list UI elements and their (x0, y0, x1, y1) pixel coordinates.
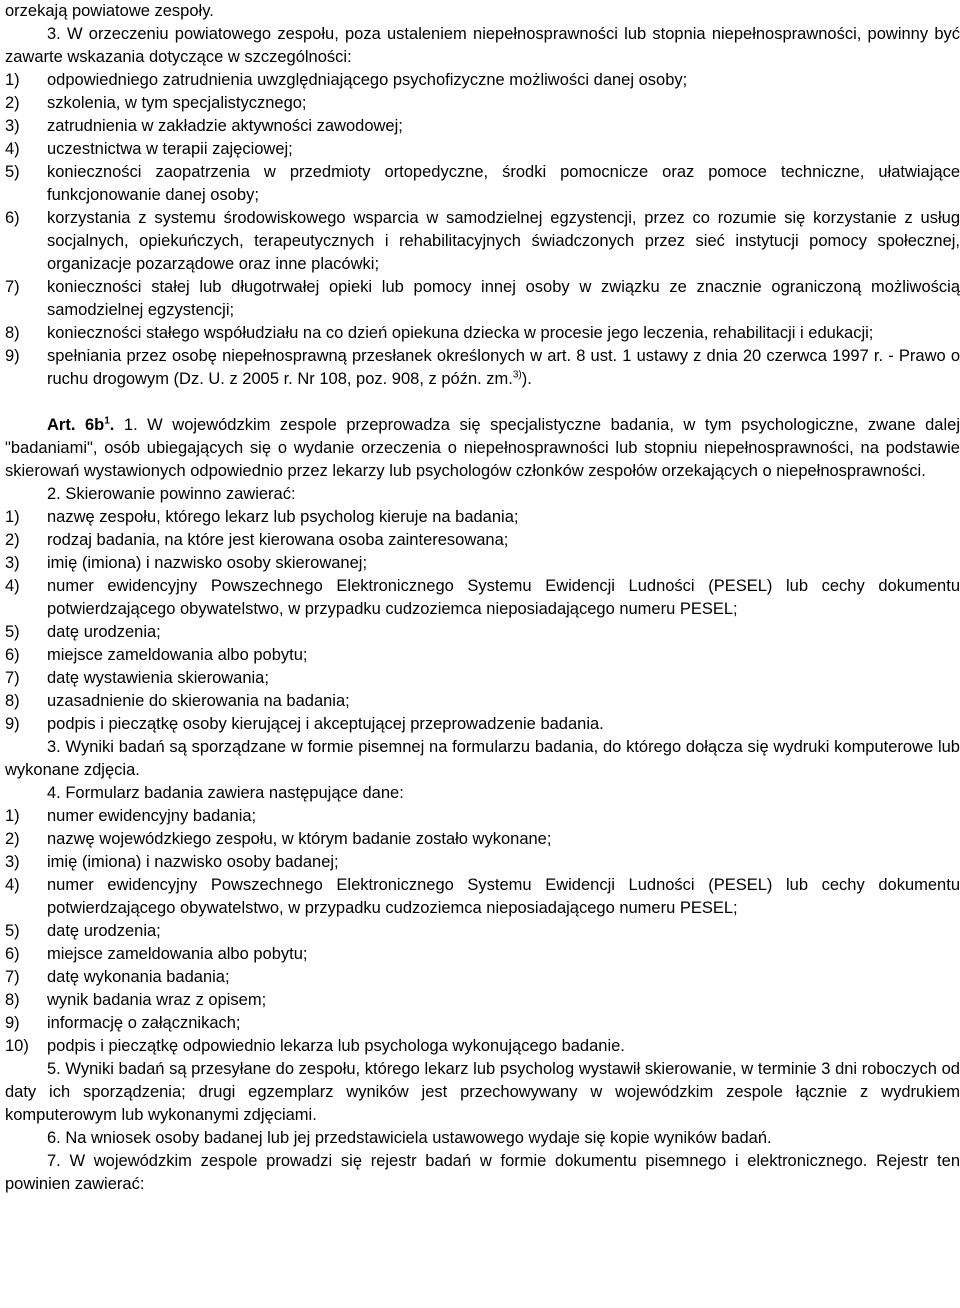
list-item-text (47, 1012, 960, 1035)
list-item-number: 2) (5, 830, 20, 848)
list-item-number: 2) (5, 531, 20, 549)
list-item-text-body: konieczności zaopatrzenia w przedmioty ortopedyczne, środki pomocnicze oraz pomoce techniczne, ułatwiające funkcjonowanie danej osoby; (47, 163, 960, 204)
list-item-number: 4) (5, 140, 20, 158)
list-item-number: 10) (5, 1037, 29, 1055)
list-item-text-body: korzystania z systemu środowiskowego wsparcia w samodzielnej egzystencji, przez co rozumie się korzystanie z usług socjalnych, opiekuńczych, terapeutycznych i rehabilitacyjnych świadczonych przez sieć instytucji pomocy społecznej, organizacje pozarządowe oraz inne placówki; (47, 209, 960, 273)
list-item-text-body: spełniania przez osobę niepełnosprawną przesłanek określonych w art. 8 ust. 1 ustawy z dnia 20 czerwca 1997 r. - Prawo o ruchu drogowym (Dz. U. z 2005 r. Nr 108, poz. 908, z późn. zm. (47, 347, 960, 388)
list-item-text (47, 529, 960, 552)
list-item-text (47, 345, 960, 391)
list-item-text (47, 851, 960, 874)
list-item-number: 9) (5, 347, 20, 365)
list-item-text-body: szkolenia, w tym specjalistycznego; (47, 94, 307, 112)
list-item-text-body: podpis i pieczątkę osoby kierującej i akceptującej przeprowadzenie badania. (47, 715, 604, 733)
list-item-text-body: odpowiedniego zatrudnienia uwzględniającego psychofizyczne możliwości danej osoby; (47, 71, 688, 89)
list-item-text (47, 621, 960, 644)
list-item-text (47, 322, 960, 345)
list-item-text-body: konieczności stałego współudziału na co dzień opiekuna dziecka w procesie jego leczenia, rehabilitacji i edukacji; (47, 324, 874, 342)
list-item (5, 138, 960, 161)
list-item (5, 506, 960, 529)
list-item-text (47, 874, 960, 920)
list-item-number: 5) (5, 922, 20, 940)
list-item (5, 115, 960, 138)
list-item (5, 851, 960, 874)
list-item-number: 8) (5, 991, 20, 1009)
list-item (5, 644, 960, 667)
list-item-text (47, 161, 960, 207)
list-item-text-body: podpis i pieczątkę odpowiednio lekarza lub psychologa wykonującego badanie. (47, 1037, 625, 1055)
list-item (5, 92, 960, 115)
list-item (5, 276, 960, 322)
list-item-text (47, 92, 960, 115)
list-item-text-body: datę urodzenia; (47, 623, 161, 641)
list-item-text (47, 207, 960, 276)
paragraph-2-intro: 2. Skierowanie powinno zawierać: (47, 485, 296, 503)
footnote-reference: 3) (512, 369, 522, 381)
list-item-text-body: konieczności stałej lub długotrwałej opieki lub pomocy innej osoby w związku ze znacznie ograniczoną możliwością samodzielnej egzystencji; (47, 278, 960, 319)
list-item-number: 9) (5, 715, 20, 733)
list-item-number: 1) (5, 71, 20, 89)
list-item-number: 6) (5, 209, 20, 227)
list-item (5, 621, 960, 644)
list-item-number: 7) (5, 669, 20, 687)
list-item-number: 8) (5, 692, 20, 710)
list-item-text (47, 828, 960, 851)
paragraph-3-wyniki: 3. Wyniki badań są sporządzane w formie pisemnej na formularzu badania, do którego dołącza się wydruki komputerowe lub wykonane zdjęcia. (5, 738, 960, 779)
list-item-text-body: numer ewidencyjny Powszechnego Elektronicznego Systemu Ewidencji Ludności (PESEL) lub cechy dokumentu potwierdzającego obywatelstwo, w przypadku cudzoziemca nieposiadającego numeru PESEL; (47, 876, 960, 917)
list-item (5, 713, 960, 736)
list-item-text-body: wynik badania wraz z opisem; (47, 991, 267, 1009)
list-item (5, 69, 960, 92)
list-item-text (47, 667, 960, 690)
list-item-text-body: uczestnictwa w terapii zajęciowej; (47, 140, 293, 158)
list-item (5, 943, 960, 966)
list-item (5, 161, 960, 207)
list-item (5, 575, 960, 621)
article-label: Art. $6b^1$. (47, 415, 115, 434)
list-item-number: 6) (5, 945, 20, 963)
list-item-text-body: zatrudnienia w zakładzie aktywności zawodowej; (47, 117, 403, 135)
list-item (5, 1035, 960, 1058)
list-skierowanie (5, 506, 960, 736)
list-item-text-body: nazwę zespołu, którego lekarz lub psycholog kieruje na badania; (47, 508, 519, 526)
paragraph-4-intro: 4. Formularz badania zawiera następujące dane: (47, 784, 404, 802)
list-item-text-body: datę wystawienia skierowania; (47, 669, 269, 687)
list-item-text (47, 713, 960, 736)
list-item (5, 690, 960, 713)
list-item-number: 4) (5, 577, 20, 595)
list-orzeczenie (5, 69, 960, 391)
list-item (5, 920, 960, 943)
list-formularz (5, 805, 960, 1058)
paragraph-5: 5. Wyniki badań są przesyłane do zespołu, którego lekarz lub psycholog wystawił skierowanie, w terminie 3 dni roboczych od daty ich sporządzenia; drugi egzemplarz wyników jest przechowywany w wojewódzkim zespole łącznie z wydrukiem komputerowym lub wykonanymi zdjęciami. (5, 1060, 960, 1124)
list-item-number: 7) (5, 278, 20, 296)
list-item (5, 667, 960, 690)
list-item-text (47, 989, 960, 1012)
list-item-text-body: numer ewidencyjny badania; (47, 807, 257, 825)
list-item-text (47, 966, 960, 989)
list-item-text (47, 138, 960, 161)
list-item-text (47, 115, 960, 138)
list-item-text-body: datę urodzenia; (47, 922, 161, 940)
list-item-text (47, 644, 960, 667)
list-item-text (47, 1035, 960, 1058)
list-item-text-body: miejsce zameldowania albo pobytu; (47, 945, 308, 963)
paragraph-6: 6. Na wniosek osoby badanej lub jej przedstawiciela ustawowego wydaje się kopie wyników badań. (47, 1129, 772, 1147)
list-item-number: 4) (5, 876, 20, 894)
list-item (5, 966, 960, 989)
list-item-number: 8) (5, 324, 20, 342)
list-item-number: 9) (5, 1014, 20, 1032)
paragraph-7: 7. W wojewódzkim zespole prowadzi się rejestr badań w formie dokumentu pisemnego i elektronicznego. Rejestr ten powinien zawierać: (5, 1152, 960, 1193)
list-item (5, 874, 960, 920)
list-item-text (47, 575, 960, 621)
list-item-text (47, 69, 960, 92)
list-item-text-body: datę wykonania badania; (47, 968, 230, 986)
list-item-text-body: miejsce zameldowania albo pobytu; (47, 646, 308, 664)
top-line: orzekają powiatowe zespoły. (5, 2, 214, 20)
list-item (5, 207, 960, 276)
list-item (5, 805, 960, 828)
list-item (5, 345, 960, 391)
list-item (5, 989, 960, 1012)
list-item-text (47, 552, 960, 575)
list-item-number: 6) (5, 646, 20, 664)
list-item-number: 7) (5, 968, 20, 986)
list-item-text-body: rodzaj badania, na które jest kierowana osoba zainteresowana; (47, 531, 509, 549)
list-item-text (47, 276, 960, 322)
list-item-text-body: numer ewidencyjny Powszechnego Elektronicznego Systemu Ewidencji Ludności (PESEL) lub cechy dokumentu potwierdzającego obywatelstwo, w przypadku cudzoziemca nieposiadającego numeru PESEL; (47, 577, 960, 618)
list-item (5, 529, 960, 552)
paragraph-3-intro: 3. W orzeczeniu powiatowego zespołu, poza ustaleniem niepełnosprawności lub stopnia niepełnosprawności, powinny być zawarte wskazania dotyczące w szczególności: (5, 25, 960, 66)
list-item-number: 1) (5, 508, 20, 526)
item-tail: ). (521, 370, 532, 388)
list-item-text-body: informację o załącznikach; (47, 1014, 241, 1032)
list-item-text (47, 690, 960, 713)
list-item-text-body: imię (imiona) i nazwisko osoby badanej; (47, 853, 339, 871)
list-item-text (47, 506, 960, 529)
list-item (5, 1012, 960, 1035)
list-item (5, 828, 960, 851)
list-item-text-body: imię (imiona) i nazwisko osoby skierowanej; (47, 554, 368, 572)
article-superscript: 1 (104, 415, 110, 427)
list-item-number: 5) (5, 163, 20, 181)
list-item-number: 1) (5, 807, 20, 825)
list-item-number: 3) (5, 117, 20, 135)
list-item-number: 5) (5, 623, 20, 641)
list-item-text-body: nazwę wojewódzkiego zespołu, w którym badanie zostało wykonane; (47, 830, 552, 848)
list-item (5, 552, 960, 575)
list-item-text (47, 805, 960, 828)
list-item-number: 3) (5, 853, 20, 871)
list-item-text-body: uzasadnienie do skierowania na badania; (47, 692, 350, 710)
list-item-text (47, 943, 960, 966)
list-item (5, 322, 960, 345)
art-6b-paragraph-1: Art. $6b^1$. 1. W wojewódzkim zespole przeprowadza się specjalistyczne badania, w tym psychologiczne, zwane dalej "badaniami", osób ubiegających się o wydanie orzeczenia o niepełnosprawności lub stopniu niepełnosprawności, na podstawie skierowań wystawionych odpowiednio przez lekarzy lub psychologów członków zespołów orzekających o niepełnosprawności. (5, 415, 960, 480)
spacer (5, 391, 960, 414)
list-item-number: 3) (5, 554, 20, 572)
list-item-number: 2) (5, 94, 20, 112)
list-item-text (47, 920, 960, 943)
